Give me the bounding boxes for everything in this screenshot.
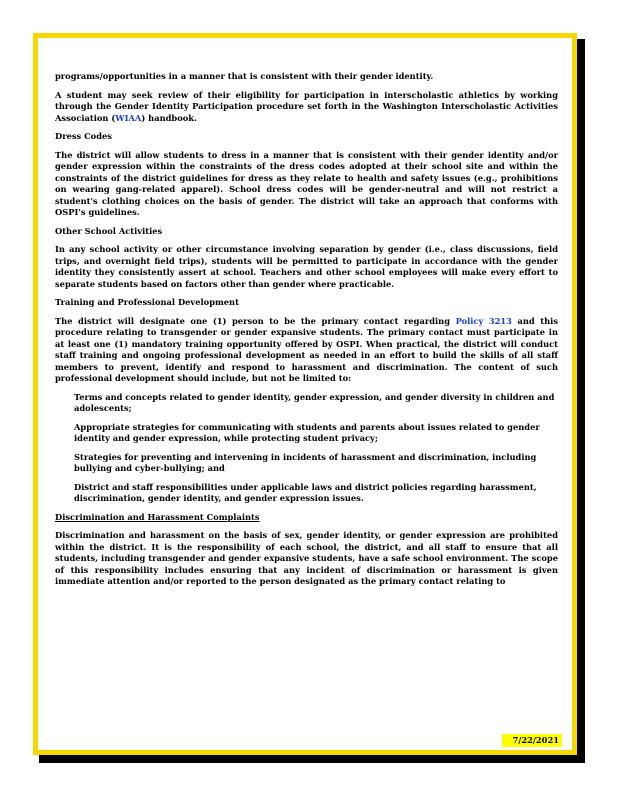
document-body bbox=[55, 71, 558, 595]
dress-codes-heading: Dress Codes bbox=[55, 131, 112, 141]
dress-codes-paragraph: The district will allow students to dress in a manner that is consistent with their gender identity and/or gender expression within the constraints of the dress codes adopted at their school site and within the constraints of the district guidelines for dress as they relate to health and safety issues (e.g., prohibitions on wearing gang-related apparel). School dress codes will be gender-neutral and will not restrict a student's clothing choices on the basis of gender. The district will take an approach that conforms with OSPI's guidelines. bbox=[55, 149, 558, 217]
training-text-end: and this procedure relating to transgender or gender expansive students. The primary contact must participate in at least one (1) mandatory training opportunity offered by OSPI. When practical, the district will conduct staff training and ongoing professional development as needed in an effort to build the skills of all staff members to prevent, identify and respond to harassment and discrimination. The content of such professional development should include, but not be limited to: bbox=[55, 315, 558, 383]
policy-3213-link[interactable]: Policy 3213 bbox=[455, 315, 512, 326]
list-item-text: Terms and concepts related to gender identity, gender expression, and gender diversity in children and adolescents; bbox=[74, 391, 555, 413]
list-item-text: District and staff responsibilities under applicable laws and district policies regarding harassment, discrimination, gender identity, and gender expression issues. bbox=[74, 481, 537, 503]
list-item-text: Strategies for preventing and intervening in incidents of harassment and discrimination, including bullying and cyber-bullying; and bbox=[74, 451, 537, 473]
list-item bbox=[55, 392, 558, 415]
athletics-paragraph bbox=[55, 90, 558, 125]
athletics-text-end: ) handbook. bbox=[141, 112, 197, 123]
list-item-text: Appropriate strategies for communicating with students and parents about issues related to gender identity and gender expression, while protecting student privacy; bbox=[74, 421, 540, 443]
other-activities-paragraph: In any school activity or other circumstance involving separation by gender (i.e., class discussions, field trips, and overnight field trips), students will be permitted to participate in accordance with the gender identity they consistently assert at school. Teachers and other school employees will make every effort to separate students based on factors other than gender where practicable. bbox=[55, 244, 558, 289]
intro-paragraph: programs/opportunities in a manner that is consistent with their gender identity. bbox=[55, 71, 434, 81]
other-activities-heading: Other School Activities bbox=[55, 225, 163, 236]
list-item bbox=[55, 452, 558, 475]
training-paragraph bbox=[55, 316, 558, 385]
wiaa-link[interactable]: WIAA bbox=[115, 112, 142, 123]
training-text: The district will designate one (1) person to be the primary contact regarding bbox=[55, 315, 456, 326]
training-topics-list bbox=[55, 392, 558, 505]
footer-date: 7/22/2021 bbox=[502, 734, 562, 747]
discrimination-paragraph: Discrimination and harassment on the basis of sex, gender identity, or gender expression are prohibited within the district. It is the responsibility of each school, the district, and all staff to ensure that all students, including transgender and gender expansive students, have a safe school environment. The scope of this responsibility includes ensuring that any incident of discrimination or harassment is given immediate attention and/or reported to the person designated as the primary contact relating to bbox=[55, 530, 558, 586]
list-item bbox=[55, 482, 558, 505]
discrimination-heading: Discrimination and Harassment Complaints bbox=[55, 511, 260, 522]
athletics-text: A student may seek review of their eligibility for participation in interscholastic athletics by working through the Gender Identity Participation procedure set forth in the Washington Interscholastic Activities Association ( bbox=[55, 89, 558, 123]
list-item bbox=[55, 422, 558, 445]
training-heading: Training and Professional Development bbox=[55, 297, 239, 307]
